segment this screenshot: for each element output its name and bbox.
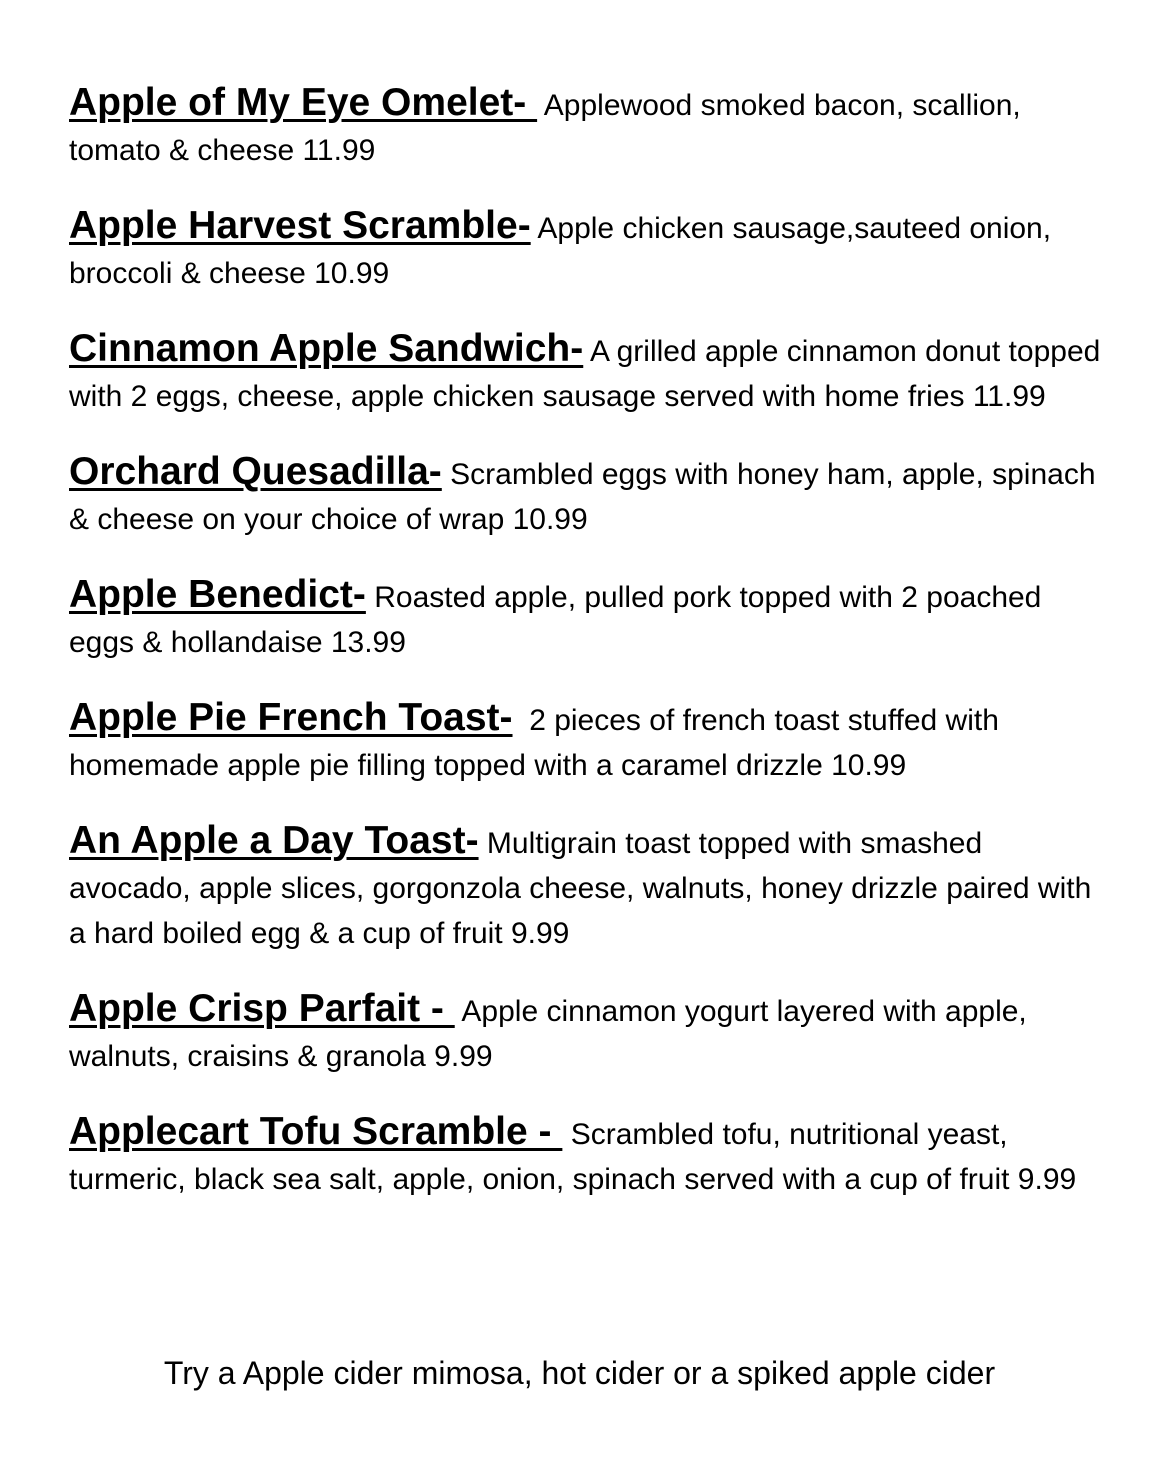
item-description: Apple chicken sausage,sauteed onion, broccoli & cheese 10.99 [69,212,1052,290]
item-name: Apple Harvest Scramble- [69,204,531,247]
item-description: Roasted apple, pulled pork topped with 2 poached eggs & hollandaise 13.99 [69,581,1042,659]
menu-list [69,80,1109,1232]
item-separator [562,1118,570,1151]
item-separator [583,335,590,368]
item-description: Scrambled tofu, nutritional yeast, turmeric, black sea salt, apple, onion, spinach served with a cup of fruit 9.99 [69,1118,1077,1196]
menu-item [69,818,1109,956]
item-description: Multigrain toast topped with smashed avocado, apple slices, gorgonzola cheese, walnuts, honey drizzle paired with a hard boiled egg & a cup of fruit 9.99 [69,827,1092,950]
drink-suggestion: Try a Apple cider mimosa, hot cider or a spiked apple cider [163,1355,996,1391]
item-name: Applecart Tofu Scramble - [69,1110,563,1153]
menu-item [69,326,1109,419]
menu-item [69,986,1109,1079]
menu-item [69,695,1109,788]
item-name: Apple Crisp Parfait - [69,987,455,1030]
menu-item [69,449,1109,542]
item-description: A grilled apple cinnamon donut topped with 2 eggs, cheese, apple chicken sausage served with home fries 11.99 [69,335,1101,413]
item-name: Apple of My Eye Omelet- [69,81,538,124]
item-name: Orchard Quesadilla- [69,450,442,493]
menu-item [69,80,1109,173]
menu-item [69,572,1109,665]
menu-item [69,1109,1109,1202]
item-name: Apple Benedict- [69,573,366,616]
item-description: Apple cinnamon yogurt layered with apple, walnuts, craisins & granola 9.99 [69,995,1027,1073]
item-name: Cinnamon Apple Sandwich- [69,327,584,370]
item-separator [479,827,487,860]
item-name: Apple Pie French Toast- [69,696,513,739]
item-separator [537,89,544,122]
item-separator [366,581,374,614]
item-separator [513,704,530,737]
item-name: An Apple a Day Toast- [69,819,479,862]
item-separator [442,458,450,491]
item-description: Scrambled eggs with honey ham, apple, spinach & cheese on your choice of wrap 10.99 [69,458,1096,536]
menu-item [69,203,1109,296]
item-description: 2 pieces of french toast stuffed with homemade apple pie filling topped with a caramel drizzle 10.99 [69,704,999,782]
item-description: Applewood smoked bacon, scallion, tomato & cheese 11.99 [69,89,1021,167]
